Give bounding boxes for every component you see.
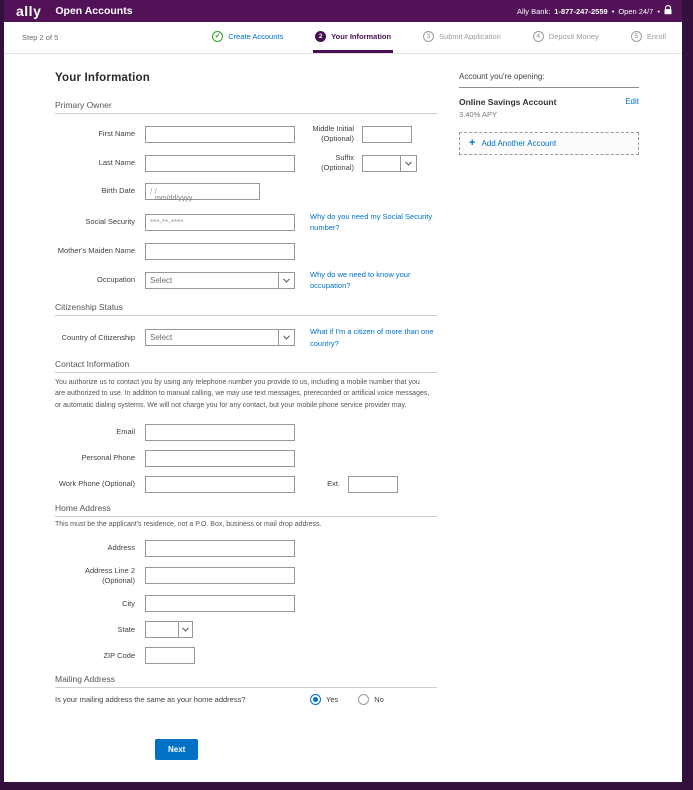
last-name-label: Last Name xyxy=(98,158,135,168)
edit-account-link[interactable]: Edit xyxy=(625,97,639,106)
header-contact-info xyxy=(517,5,672,17)
address-line2-input[interactable] xyxy=(145,567,295,584)
radio-unselected-icon[interactable] xyxy=(358,694,369,705)
divider xyxy=(55,687,437,688)
plus-icon: + xyxy=(469,137,476,149)
divider xyxy=(55,113,437,114)
radio-no-label: No xyxy=(374,695,384,705)
first-name-input[interactable] xyxy=(145,126,295,143)
occupation-label: Occupation xyxy=(97,275,135,285)
city-input[interactable] xyxy=(145,595,295,612)
ssn-help-link[interactable]: Why do you need my Social Security number? xyxy=(310,211,433,233)
account-summary-panel xyxy=(459,72,639,782)
radio-option-no[interactable] xyxy=(358,694,384,705)
citizenship-section xyxy=(55,302,437,349)
home-address-section xyxy=(55,503,437,664)
add-another-account-button[interactable] xyxy=(459,132,639,155)
mailing-same-question: Is your mailing address the same as your home address? xyxy=(55,695,246,705)
suffix-value xyxy=(363,156,400,171)
address-label: Address xyxy=(107,543,135,553)
step-number-badge: 5 xyxy=(631,31,642,42)
account-apy: 3.40% APY xyxy=(459,110,497,119)
state-label: State xyxy=(117,624,135,634)
divider xyxy=(55,372,437,373)
section-title-contact: Contact Information xyxy=(55,359,130,370)
step-label: Your Information xyxy=(331,31,392,41)
step-indicator: Step 2 of 5 xyxy=(22,33,59,42)
section-title-primary-owner: Primary Owner xyxy=(55,100,112,110)
step-label: Create Accounts xyxy=(228,31,284,41)
birth-date-format-hint: mm/dd/yyyy xyxy=(155,194,193,202)
mothers-maiden-name-input[interactable] xyxy=(145,243,295,260)
separator-dot: • xyxy=(611,6,615,16)
step-deposit-money xyxy=(531,22,601,53)
radio-selected-icon[interactable] xyxy=(310,694,321,705)
section-title-mailing-address: Mailing Address xyxy=(55,674,116,685)
chevron-down-icon xyxy=(400,156,416,171)
your-information-form xyxy=(55,72,437,782)
hours-label: Open 24/7 xyxy=(618,6,654,16)
phone-number: 1-877-247-2559 xyxy=(554,6,608,16)
next-button[interactable]: Next xyxy=(155,739,198,760)
contact-disclosure-text: You authorize us to contact you by using any telephone number you provide to us, including a mobile number that you are authorized to use. In addition to manual calling, we may use text messages, prerecorded or artificial voice messages, or automatic dialing systems. We will not charge you for any contact, but your mobile phone service provider may. xyxy=(55,379,430,409)
open-accounts-page xyxy=(4,0,682,782)
step-enroll xyxy=(629,22,668,53)
social-security-input[interactable] xyxy=(145,214,295,231)
step-submit-application xyxy=(421,22,503,53)
steps-nav xyxy=(210,22,668,53)
mothers-maiden-name-label: Mother's Maiden Name xyxy=(57,246,135,256)
step-number-badge: 3 xyxy=(423,31,434,42)
zip-code-label: ZIP Code xyxy=(103,650,135,660)
work-phone-input[interactable] xyxy=(145,476,295,493)
step-progress-bar xyxy=(4,22,682,54)
step-your-information[interactable] xyxy=(313,22,393,53)
radio-option-yes[interactable] xyxy=(310,694,338,705)
home-address-note: This must be the applicant's residence, not a P.O. Box, business or mail drop address. xyxy=(55,520,322,528)
mailing-address-section xyxy=(55,674,437,705)
social-security-label: Social Security xyxy=(85,217,135,227)
chevron-down-icon xyxy=(178,622,192,637)
city-label: City xyxy=(122,598,135,608)
page-app-title: Open Accounts xyxy=(55,5,133,17)
step-label: Deposit Money xyxy=(548,31,599,41)
primary-owner-section xyxy=(55,100,437,292)
middle-initial-label: Middle Initial (Optional) xyxy=(312,124,354,144)
section-title-home-address: Home Address xyxy=(55,502,111,513)
ext-input[interactable] xyxy=(348,476,398,493)
radio-yes-label: Yes xyxy=(326,695,339,705)
step-create-accounts[interactable] xyxy=(210,22,285,53)
main-content xyxy=(4,54,682,782)
state-value xyxy=(146,622,178,637)
country-of-citizenship-select[interactable] xyxy=(145,329,295,346)
zip-code-input[interactable] xyxy=(145,647,195,664)
email-label: Email xyxy=(116,427,135,437)
occupation-value: Select xyxy=(150,275,173,285)
ext-label: Ext. xyxy=(327,479,340,489)
birth-date-label: Birth Date xyxy=(101,185,135,195)
address-input[interactable] xyxy=(145,540,295,557)
page-title: Your Information xyxy=(55,72,150,84)
section-title-citizenship: Citizenship Status xyxy=(55,302,124,312)
step-number-badge: 4 xyxy=(533,31,544,42)
separator-dot: • xyxy=(657,6,660,16)
check-icon: ✓ xyxy=(212,31,223,42)
email-input[interactable] xyxy=(145,424,295,441)
lock-icon xyxy=(664,5,672,17)
step-label: Submit Application xyxy=(439,31,501,41)
country-value: Select xyxy=(150,333,173,343)
country-of-citizenship-label: Country of Citizenship xyxy=(61,332,135,342)
personal-phone-label: Personal Phone xyxy=(81,453,135,463)
first-name-label: First Name xyxy=(98,129,135,139)
account-name: Online Savings Account xyxy=(459,97,557,107)
add-account-label: Add Another Account xyxy=(481,139,557,148)
citizenship-help-link[interactable]: What if I'm a citizen of more than one country? xyxy=(310,327,434,348)
divider xyxy=(55,516,437,517)
divider xyxy=(55,315,437,316)
occupation-help-link[interactable]: Why do we need to know your occupation? xyxy=(310,269,411,291)
bank-label: Ally Bank: xyxy=(516,6,551,16)
personal-phone-input[interactable] xyxy=(145,450,295,467)
step-label: Enroll xyxy=(646,31,666,41)
contact-section xyxy=(55,359,437,493)
account-panel-title: Account you're opening: xyxy=(459,72,639,88)
work-phone-label: Work Phone (Optional) xyxy=(58,479,135,489)
suffix-select[interactable] xyxy=(362,155,417,172)
chevron-down-icon xyxy=(278,273,294,288)
occupation-select[interactable] xyxy=(145,272,295,289)
mailing-same-radio-group xyxy=(310,694,384,705)
chevron-down-icon xyxy=(278,330,294,345)
step-number-badge: 2 xyxy=(315,31,326,42)
top-header-bar xyxy=(4,0,682,22)
state-select[interactable] xyxy=(145,621,193,638)
last-name-input[interactable] xyxy=(145,155,295,172)
middle-initial-input[interactable] xyxy=(362,126,412,143)
ally-logo: ally xyxy=(16,3,42,19)
address-line2-label: Address Line 2 (Optional) xyxy=(84,565,135,585)
suffix-label: Suffix (Optional) xyxy=(321,153,354,173)
